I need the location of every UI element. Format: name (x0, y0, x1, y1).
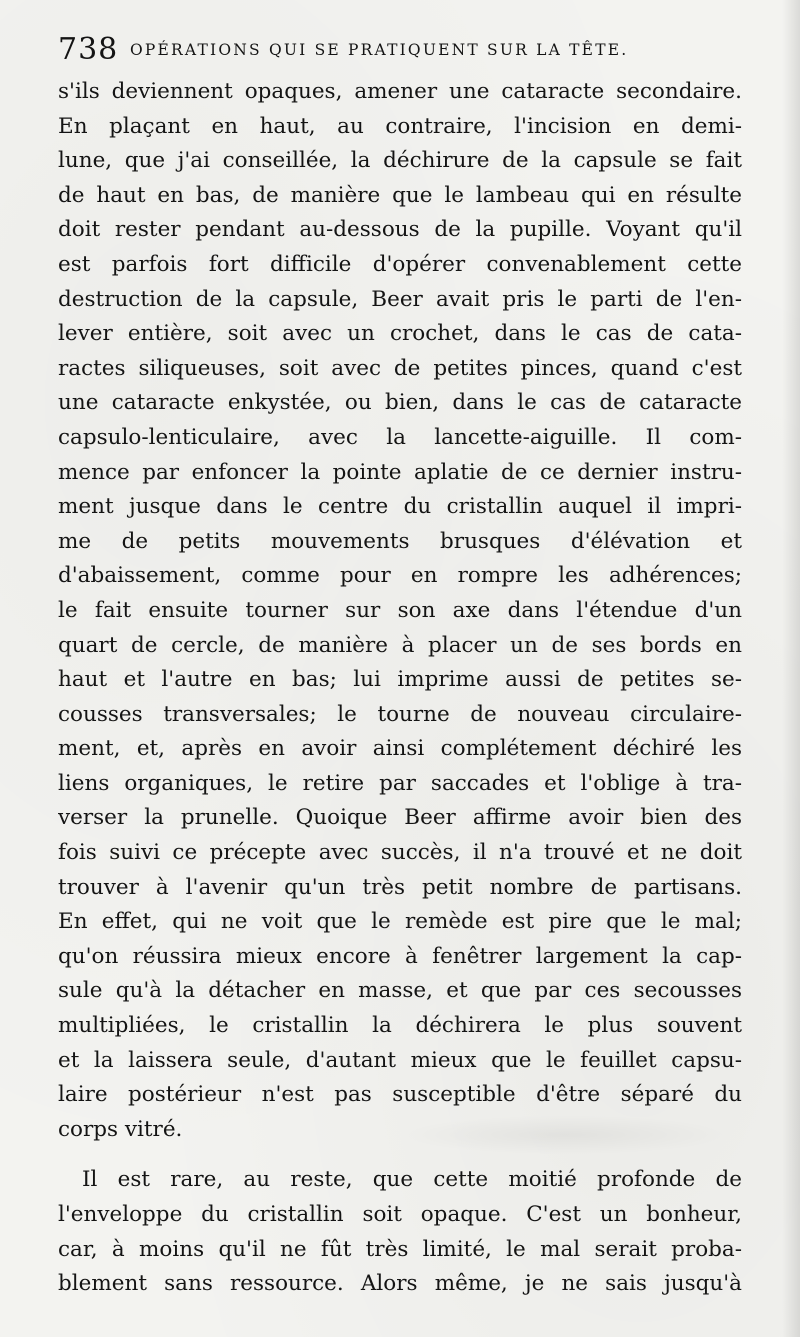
text-line: verser la prunelle. Quoique Beer affirme avoir bien des (58, 805, 742, 831)
text-line: de haut en bas, de manière que le lambeau qui en résulte (58, 182, 742, 208)
text-line: mence par enfoncer la pointe aplatie de ce dernier instru- (58, 459, 742, 485)
paragraph-2 (58, 1163, 742, 1301)
text-line: multipliées, le cristallin la déchirera le plus souvent (58, 1013, 742, 1039)
text-line: trouver à l'avenir qu'un très petit nombre de partisans. (58, 874, 742, 900)
text-line: est parfois fort difficile d'opérer convenablement cette (58, 251, 742, 277)
text-line: haut et l'autre en bas; lui imprime aussi de petites se- (58, 667, 742, 693)
text-line: cousses transversales; le tourne de nouveau circulaire- (58, 701, 742, 727)
text-line: doit rester pendant au-dessous de la pupille. Voyant qu'il (58, 217, 742, 243)
text-line: car, à moins qu'il ne fût très limité, le mal serait proba- (58, 1236, 742, 1262)
text-line: l'enveloppe du cristallin soit opaque. C'est un bonheur, (58, 1202, 742, 1227)
body-text (58, 75, 742, 1302)
page-edge-shadow (782, 0, 800, 1337)
text-line: En plaçant en haut, au contraire, l'incision en demi- (58, 113, 742, 139)
text-line: laire postérieur n'est pas susceptible d'être séparé du (58, 1082, 742, 1108)
text-line: corps vitré. (58, 1116, 183, 1142)
text-line: destruction de la capsule, Beer avait pris le parti de l'en- (58, 286, 742, 312)
text-line: une cataracte enkystée, ou bien, dans le cas de cataracte (58, 390, 742, 416)
text-line: liens organiques, le retire par saccades et l'oblige à tra- (58, 770, 742, 796)
text-line: lever entière, soit avec un crochet, dans le cas de cata- (58, 321, 742, 347)
text-line: et la laissera seule, d'autant mieux que le feuillet capsu- (58, 1047, 742, 1073)
text-line: capsulo-lenticulaire, avec la lancette-aiguille. Il com- (58, 424, 742, 450)
paragraph-gap (58, 1147, 742, 1163)
text-line: lune, que j'ai conseillée, la déchirure de la capsule se fait (58, 148, 742, 174)
paragraph-1 (58, 75, 742, 1147)
text-line: Il est rare, au reste, que cette moitié profonde de (82, 1167, 742, 1193)
text-line: ment, et, après en avoir ainsi complétement déchiré les (58, 736, 742, 762)
text-line: fois suivi ce précepte avec succès, il n'a trouvé et ne doit (58, 840, 742, 866)
text-line: s'ils deviennent opaques, amener une cataracte secondaire. (58, 79, 742, 104)
page-number: 738 (58, 32, 119, 67)
text-line: sule qu'à la détacher en masse, et que par ces secousses (58, 978, 742, 1004)
text-line: d'abaissement, comme pour en rompre les adhérences; (58, 563, 742, 589)
text-line: ractes siliqueuses, soit avec de petites pinces, quand c'est (58, 355, 742, 381)
text-line: me de petits mouvements brusques d'élévation et (58, 528, 742, 554)
text-line: En effet, qui ne voit que le remède est pire que le mal; (58, 909, 742, 935)
text-line: blement sans ressource. Alors même, je ne sais jusqu'à (58, 1271, 742, 1297)
page-header (58, 30, 748, 70)
text-line: ment jusque dans le centre du cristallin auquel il impri- (58, 494, 742, 520)
text-line: quart de cercle, de manière à placer un de ses bords en (58, 632, 742, 658)
running-head: OPÉRATIONS QUI SE PRATIQUENT SUR LA TÊTE. (130, 41, 629, 59)
text-line: qu'on réussira mieux encore à fenêtrer largement la cap- (58, 943, 742, 969)
text-line: le fait ensuite tourner sur son axe dans l'étendue d'un (58, 597, 742, 623)
